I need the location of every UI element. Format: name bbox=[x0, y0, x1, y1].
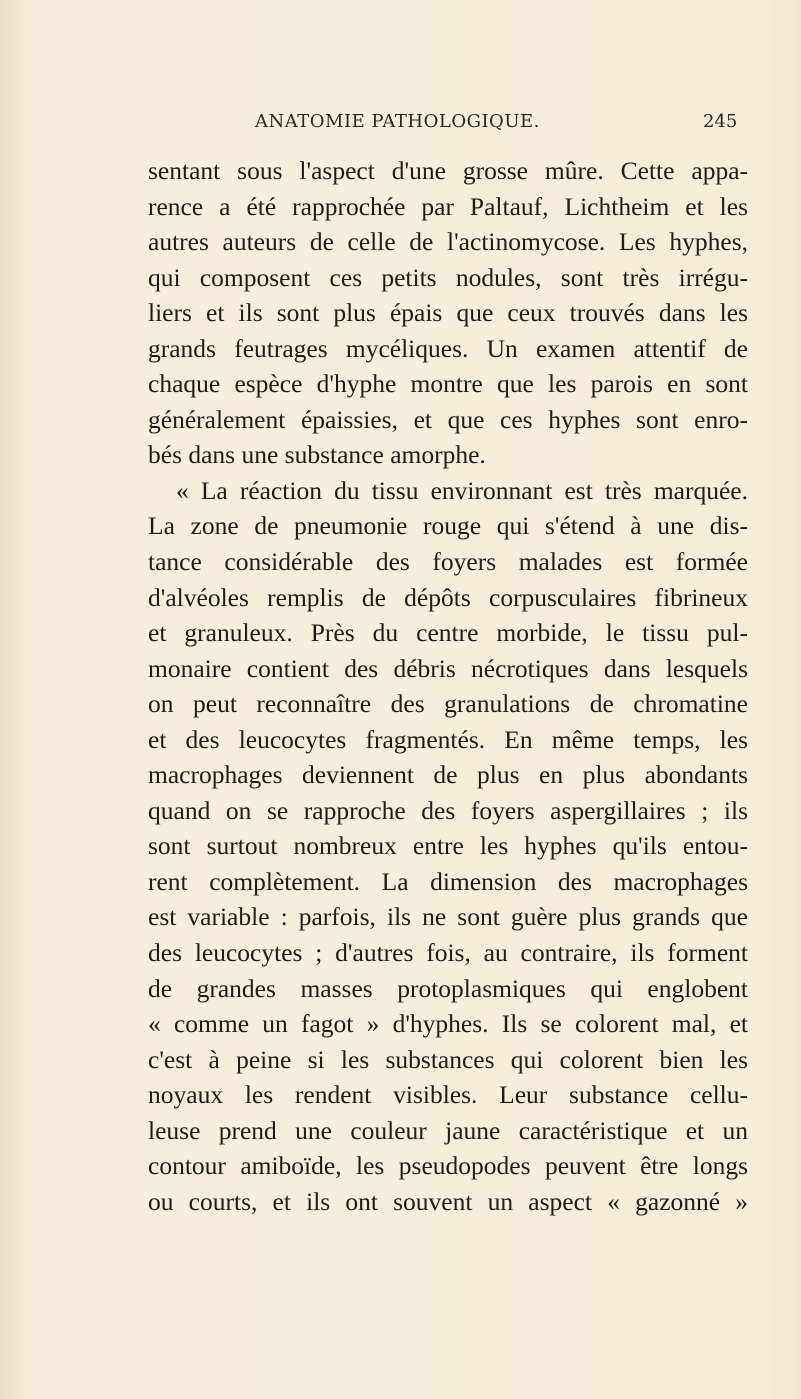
text-line: chaque espèce d'hyphe montre que les parois en sont bbox=[148, 369, 748, 399]
text-line: grands feutrages mycéliques. Un examen attentif de bbox=[148, 333, 748, 363]
running-title: ANATOMIE PATHOLOGIQUE. bbox=[255, 111, 540, 132]
text-line: tance considérable des foyers malades est formée bbox=[148, 547, 748, 577]
text-line: c'est à peine si les substances qui colorent bien les bbox=[148, 1044, 748, 1074]
running-head bbox=[0, 111, 801, 141]
text-line: bés dans une substance amorphe. bbox=[148, 440, 486, 470]
text-line: on peut reconnaître des granulations de chromatine bbox=[148, 689, 748, 719]
text-line: quand on se rapproche des foyers aspergillaires ; ils bbox=[148, 795, 748, 825]
text-line: et des leucocytes fragmentés. En même temps, les bbox=[148, 724, 748, 754]
text-line: sentant sous l'aspect d'une grosse mûre. Cette appa- bbox=[148, 156, 748, 185]
text-line: liers et ils sont plus épais que ceux trouvés dans les bbox=[148, 298, 748, 328]
text-line: est variable : parfois, ils ne sont guère plus grands que bbox=[148, 902, 748, 932]
text-line: sont surtout nombreux entre les hyphes qu'ils entou- bbox=[148, 831, 748, 861]
text-line: La zone de pneumonie rouge qui s'étend à une dis- bbox=[148, 511, 748, 541]
text-line: de grandes masses protoplasmiques qui englobent bbox=[148, 973, 748, 1003]
text-line: qui composent ces petits nodules, sont très irrégu- bbox=[148, 262, 748, 292]
text-line: « comme un fagot » d'hyphes. Ils se colorent mal, et bbox=[148, 1009, 748, 1039]
text-line: macrophages deviennent de plus en plus abondants bbox=[148, 760, 748, 790]
text-line: leuse prend une couleur jaune caractéristique et un bbox=[148, 1115, 748, 1145]
text-line: autres auteurs de celle de l'actinomycose. Les hyphes, bbox=[148, 227, 748, 257]
text-line: noyaux les rendent visibles. Leur substance cellu- bbox=[148, 1080, 748, 1110]
page-number: 245 bbox=[703, 111, 738, 132]
text-line: d'alvéoles remplis de dépôts corpusculaires fibrineux bbox=[148, 582, 748, 612]
text-line: rence a été rapprochée par Paltauf, Lichtheim et les bbox=[148, 191, 748, 221]
text-line: « La réaction du tissu environnant est très marquée. bbox=[176, 475, 748, 505]
body-text bbox=[148, 153, 748, 1219]
text-line: ou courts, et ils ont souvent un aspect « gazonné » bbox=[148, 1186, 748, 1216]
text-line: des leucocytes ; d'autres fois, au contraire, ils forment bbox=[148, 938, 748, 968]
text-line: généralement épaissies, et que ces hyphes sont enro- bbox=[148, 404, 748, 434]
text-line: monaire contient des débris nécrotiques dans lesquels bbox=[148, 653, 748, 683]
text-line: contour amiboïde, les pseudopodes peuvent être longs bbox=[148, 1151, 748, 1181]
text-line: et granuleux. Près du centre morbide, le tissu pul- bbox=[148, 618, 748, 648]
text-line: rent complètement. La dimension des macrophages bbox=[148, 866, 748, 896]
